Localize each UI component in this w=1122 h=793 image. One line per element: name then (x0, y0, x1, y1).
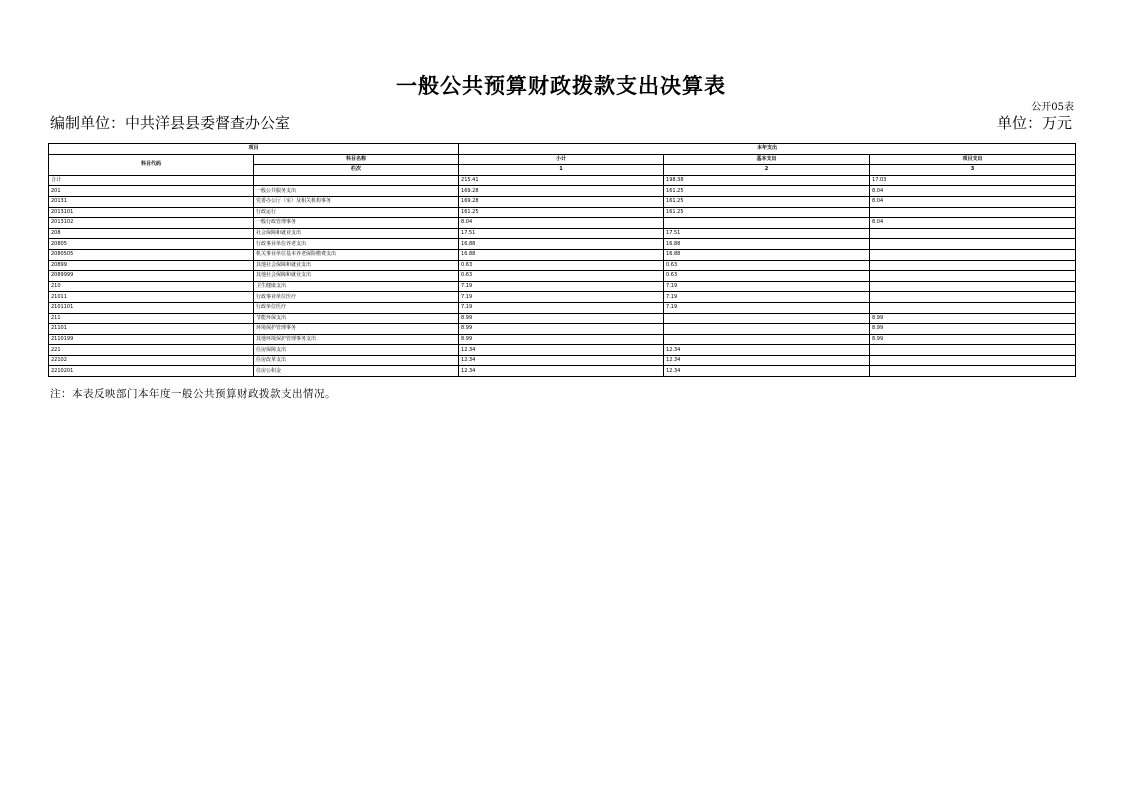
cell-project (870, 271, 1076, 282)
cell-code: 210 (49, 281, 254, 292)
cell-basic: 12.34 (664, 366, 870, 377)
table-row (49, 196, 1076, 207)
cell-name: 卫生健康支出 (254, 281, 459, 292)
cell-total: 7.19 (459, 292, 664, 303)
cell-project (870, 207, 1076, 218)
cell-name: 住房公积金 (254, 366, 459, 377)
cell-basic: 7.19 (664, 302, 870, 313)
cell-project: 8.04 (870, 196, 1076, 207)
cell-total: 8.99 (459, 313, 664, 324)
table-row (49, 239, 1076, 250)
cell-total: 0.63 (459, 271, 664, 282)
cell-project: 8.99 (870, 313, 1076, 324)
group-header-row (49, 144, 1076, 155)
cell-total: 12.34 (459, 355, 664, 366)
cell-total: 8.99 (459, 334, 664, 345)
cell-name: 机关事业单位基本养老保险缴费支出 (254, 249, 459, 260)
cell-code: 2013102 (49, 218, 254, 229)
cell-name: 社会保障和就业支出 (254, 228, 459, 239)
footnote: 注：本表反映部门本年度一般公共预算财政拨款支出情况。 (50, 388, 336, 400)
cell-basic: 161.25 (664, 207, 870, 218)
table-row (49, 355, 1076, 366)
cell-project: 17.03 (870, 175, 1076, 186)
table-row (49, 186, 1076, 197)
table-row (49, 366, 1076, 377)
cell-basic (664, 313, 870, 324)
expense-group-header: 本年支出 (459, 144, 1076, 155)
cell-name: 行政单位医疗 (254, 302, 459, 313)
cell-code: 21011 (49, 292, 254, 303)
index-col-2: 2 (664, 165, 870, 176)
cell-project: 8.99 (870, 324, 1076, 335)
cell-total: 16.88 (459, 249, 664, 260)
table-row (49, 324, 1076, 335)
cell-name: 环境保护管理事务 (254, 324, 459, 335)
page-title: 一般公共预算财政拨款支出决算表 (396, 73, 726, 98)
cell-basic (664, 218, 870, 229)
cell-project (870, 355, 1076, 366)
cell-total: 169.28 (459, 186, 664, 197)
table-row (49, 260, 1076, 271)
cell-project: 8.04 (870, 186, 1076, 197)
project-group-header: 项目 (49, 144, 459, 155)
cell-project (870, 366, 1076, 377)
cell-code: 2110199 (49, 334, 254, 345)
cell-basic: 198.38 (664, 175, 870, 186)
unit-label: 单位：万元 (996, 114, 1072, 132)
cell-code: 20131 (49, 196, 254, 207)
column-header-name: 科目名称 (254, 154, 459, 165)
table-row (49, 271, 1076, 282)
table-row (49, 292, 1076, 303)
table-row (49, 334, 1076, 345)
cell-total: 7.19 (459, 281, 664, 292)
cell-code: 2013101 (49, 207, 254, 218)
table-row (49, 345, 1076, 356)
cell-project: 8.99 (870, 334, 1076, 345)
cell-total: 215.41 (459, 175, 664, 186)
cell-name: 住房保障支出 (254, 345, 459, 356)
cell-name: 其他环境保护管理事务支出 (254, 334, 459, 345)
cell-total: 8.04 (459, 218, 664, 229)
cell-name (254, 175, 459, 186)
cell-name: 一般公共服务支出 (254, 186, 459, 197)
column-header-row (49, 154, 1076, 165)
table-row (49, 249, 1076, 260)
cell-code: 221 (49, 345, 254, 356)
cell-name: 行政事业单位医疗 (254, 292, 459, 303)
cell-code: 21101 (49, 324, 254, 335)
organization-label: 编制单位：中共洋县县委督查办公室 (50, 114, 291, 132)
table-row (49, 302, 1076, 313)
cell-code: 208 (49, 228, 254, 239)
column-header-project: 项目支出 (870, 154, 1076, 165)
cell-total: 8.99 (459, 324, 664, 335)
cell-total: 17.51 (459, 228, 664, 239)
cell-basic: 161.25 (664, 186, 870, 197)
index-row-label: 栏次 (254, 165, 459, 176)
cell-basic: 0.63 (664, 260, 870, 271)
cell-basic: 12.34 (664, 345, 870, 356)
cell-code: 201 (49, 186, 254, 197)
cell-project (870, 228, 1076, 239)
cell-total: 161.25 (459, 207, 664, 218)
cell-project (870, 249, 1076, 260)
cell-name: 行政事业单位养老支出 (254, 239, 459, 250)
table-row (49, 281, 1076, 292)
cell-project (870, 345, 1076, 356)
cell-project (870, 239, 1076, 250)
column-header-code: 科目代码 (49, 154, 254, 175)
cell-project (870, 302, 1076, 313)
column-header-total: 小计 (459, 154, 664, 165)
index-col-3: 3 (870, 165, 1076, 176)
cell-basic: 16.88 (664, 239, 870, 250)
cell-project (870, 260, 1076, 271)
cell-project: 8.04 (870, 218, 1076, 229)
table-row (49, 313, 1076, 324)
cell-project (870, 281, 1076, 292)
cell-basic: 0.63 (664, 271, 870, 282)
cell-name: 住房改革支出 (254, 355, 459, 366)
cell-code: 合计 (49, 175, 254, 186)
cell-basic: 161.25 (664, 196, 870, 207)
form-number: 公开05表 (1031, 102, 1074, 113)
cell-name: 党委办公厅（室）及相关机构事务 (254, 196, 459, 207)
cell-code: 2210201 (49, 366, 254, 377)
cell-basic: 17.51 (664, 228, 870, 239)
table-row (49, 175, 1076, 186)
table-row (49, 218, 1076, 229)
cell-code: 22102 (49, 355, 254, 366)
cell-basic: 16.88 (664, 249, 870, 260)
cell-name: 节能环保支出 (254, 313, 459, 324)
cell-basic: 7.19 (664, 292, 870, 303)
cell-code: 211 (49, 313, 254, 324)
index-col-1: 1 (459, 165, 664, 176)
cell-total: 12.34 (459, 345, 664, 356)
cell-code: 20805 (49, 239, 254, 250)
column-header-basic: 基本支出 (664, 154, 870, 165)
cell-name: 行政运行 (254, 207, 459, 218)
expenditure-table (48, 143, 1076, 377)
cell-name: 其他社会保障和就业支出 (254, 271, 459, 282)
cell-basic (664, 334, 870, 345)
cell-total: 12.34 (459, 366, 664, 377)
table-row (49, 228, 1076, 239)
table-row (49, 207, 1076, 218)
cell-code: 2089999 (49, 271, 254, 282)
cell-total: 7.19 (459, 302, 664, 313)
cell-code: 20899 (49, 260, 254, 271)
cell-basic (664, 324, 870, 335)
cell-name: 一般行政管理事务 (254, 218, 459, 229)
cell-name: 其他社会保障和就业支出 (254, 260, 459, 271)
cell-code: 2080505 (49, 249, 254, 260)
cell-code: 2101101 (49, 302, 254, 313)
cell-project (870, 292, 1076, 303)
cell-total: 16.88 (459, 239, 664, 250)
cell-basic: 7.19 (664, 281, 870, 292)
cell-basic: 12.34 (664, 355, 870, 366)
cell-total: 0.63 (459, 260, 664, 271)
cell-total: 169.28 (459, 196, 664, 207)
